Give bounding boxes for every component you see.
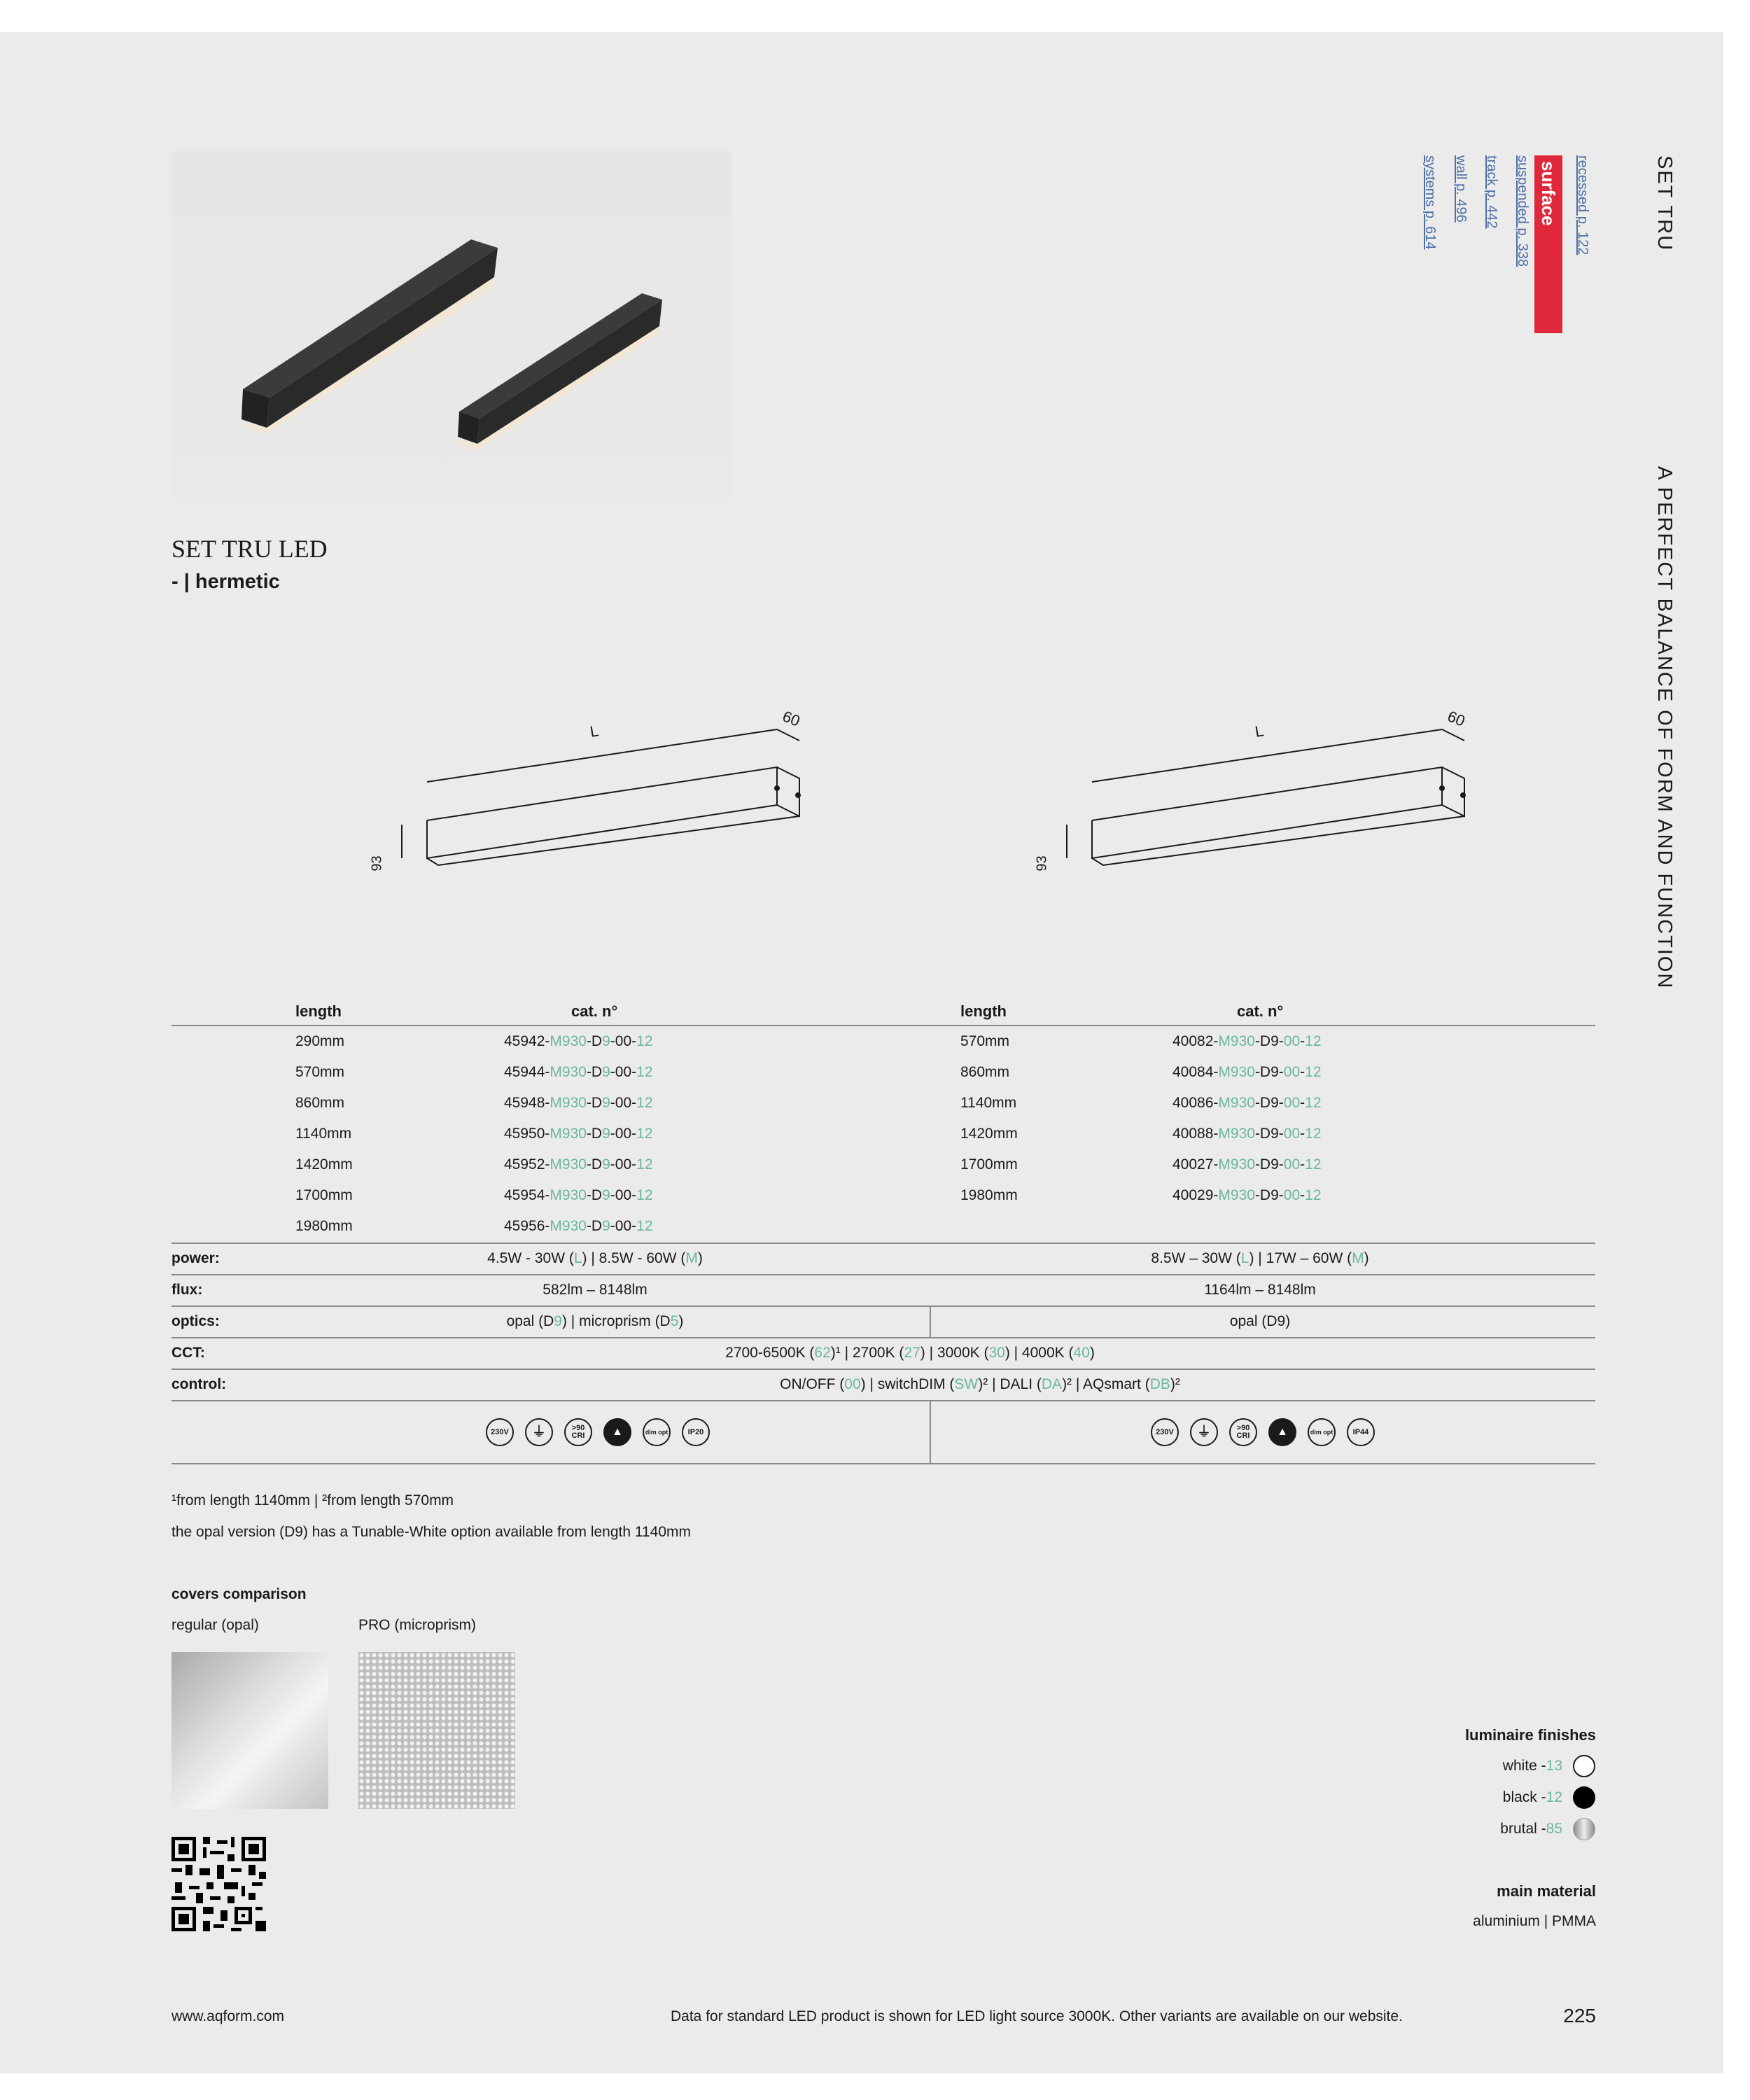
cell-length: 570mm [295,1064,345,1080]
material-value: aluminium | PMMA [1473,1913,1596,1929]
cell-length: 1700mm [960,1156,1018,1172]
cell-cat: 45956-M930-D9-00-12 [504,1218,653,1234]
product-name: SET TRU LED [172,535,328,563]
cell-cat: 40084-M930-D9-00-12 [1172,1064,1322,1080]
flux-label: flux: [172,1282,203,1298]
footer-note: Data for standard LED product is shown for LED light source 3000K. Other variants are available on our website. [671,2008,1403,2024]
cell-cat: 45954-M930-D9-00-12 [504,1187,653,1203]
cell-cat: 40027-M930-D9-00-12 [1172,1156,1322,1172]
drawing-right [1022,690,1477,914]
nav-track-link[interactable]: track p. 442 [1484,155,1499,229]
divider-optics [930,1306,931,1337]
cell-length: 1140mm [295,1126,352,1142]
cell-cat: 45948-M930-D9-00-12 [504,1095,653,1111]
cell-length: 1420mm [295,1156,353,1172]
power-right: 8.5W – 30W (L) | 17W – 60W (M) [1151,1250,1369,1266]
optics-label: optics: [172,1313,220,1329]
product-family-title: SET TRU [1653,155,1676,252]
left-cat-header: cat. n° [571,1002,618,1020]
flux-right: 1164lm – 8148lm [1204,1282,1316,1298]
surface-mount-icon: ▲ [1268,1418,1296,1446]
voltage-icon: 230V [1151,1418,1179,1446]
cri-icon: >90 CRI [1229,1418,1257,1446]
optics-left: opal (D9) | microprism (D5) [506,1313,684,1329]
dim-width-left: 60 [780,707,803,730]
cell-cat: 45942-M930-D9-00-12 [504,1033,653,1049]
rule-cct-top [172,1337,1595,1338]
cell-length: 860mm [295,1095,345,1111]
rule-control-top [172,1368,1595,1370]
finish-white-label: white -13 [1502,1758,1562,1774]
cover-regular-label: regular (opal) [172,1617,259,1633]
rule-icons-bottom [172,1463,1595,1464]
flux-left: 582lm – 8148lm [542,1282,648,1298]
cell-length: 1980mm [295,1218,353,1234]
cell-length: 1420mm [960,1126,1018,1142]
nav-wall-link[interactable]: wall p. 496 [1453,155,1469,223]
rule-icons-top [172,1400,1595,1401]
cell-length: 1700mm [295,1187,353,1203]
right-length-header: length [960,1002,1007,1020]
cell-cat: 45950-M930-D9-00-12 [504,1126,653,1142]
left-length-header: length [295,1002,342,1020]
right-cat-header: cat. n° [1237,1002,1284,1020]
ground-icon: ⏚ [525,1418,553,1446]
surface-mount-icon: ▲ [603,1418,631,1446]
cell-cat: 40086-M930-D9-00-12 [1172,1095,1322,1111]
power-label: power: [172,1250,220,1266]
dimming-icon: dim opt [1308,1418,1336,1446]
rule-optics-top [172,1306,1595,1307]
nav-surface-active[interactable]: surface [1534,155,1562,333]
table-header-rule [172,1025,1595,1026]
material-title: main material [1497,1882,1596,1900]
voltage-icon: 230V [486,1418,514,1446]
tagline: A PERFECT BALANCE OF FORM AND FUNCTION [1653,466,1676,990]
black-swatch [1573,1786,1595,1809]
finishes-title: luminaire finishes [1464,1726,1596,1744]
drawing-left [357,690,812,914]
power-left: 4.5W - 30W (L) | 8.5W - 60W (M) [487,1250,703,1266]
finish-brutal-label: brutal -85 [1500,1821,1562,1837]
cct-values: 2700-6500K (62)¹ | 2700K (27) | 3000K (30) | 4000K (40) [725,1345,1095,1361]
product-photo [172,151,732,498]
cell-cat: 40088-M930-D9-00-12 [1172,1126,1322,1142]
dim-height-right: 93 [1034,855,1050,872]
cri-icon: >90 CRI [564,1418,592,1446]
dim-width-right: 60 [1445,707,1468,730]
catalog-page [0,32,1723,2073]
ground-icon: ⏚ [1190,1418,1218,1446]
cell-cat: 40082-M930-D9-00-12 [1172,1033,1322,1049]
qr-code[interactable] [172,1837,266,1931]
cell-cat: 45952-M930-D9-00-12 [504,1156,653,1172]
rule-power-top [172,1242,1595,1244]
optics-right: opal (D9) [1229,1313,1291,1329]
control-values: ON/OFF (00) | switchDIM (SW)² | DALI (DA)² | AQsmart (DB)² [780,1376,1180,1392]
dimming-icon: dim opt [643,1418,671,1446]
dim-length-left: L [589,722,601,741]
cell-length: 290mm [295,1033,345,1049]
cover-opal-sample [172,1652,328,1809]
page-number: 225 [1563,2005,1596,2026]
divider-icons [930,1400,931,1463]
nav-suspended-link[interactable]: suspended p. 338 [1515,155,1530,267]
tunable-note: the opal version (D9) has a Tunable-White option available from length 1140mm [172,1524,692,1540]
cover-microprism-sample [358,1652,515,1809]
covers-title: covers comparison [172,1586,307,1602]
cell-length: 860mm [960,1064,1010,1080]
ip-rating-icon: IP20 [682,1418,710,1446]
finish-black-label: black -12 [1502,1789,1562,1805]
nav-recessed-link[interactable]: recessed p. 122 [1575,155,1590,255]
cell-cat: 45944-M930-D9-00-12 [504,1064,653,1080]
dim-height-left: 93 [369,855,385,872]
website-link[interactable]: www.aqform.com [172,2008,285,2024]
rule-flux-top [172,1274,1595,1275]
white-swatch [1573,1755,1595,1777]
ip-rating-icon: IP44 [1347,1418,1375,1446]
product-variant: - | hermetic [172,570,280,593]
nav-systems-link[interactable]: systems p. 614 [1422,155,1438,250]
dim-length-right: L [1254,722,1266,741]
cell-length: 1140mm [960,1095,1017,1111]
cct-label: CCT: [172,1345,205,1361]
cell-cat: 40029-M930-D9-00-12 [1172,1187,1322,1203]
cell-length: 1980mm [960,1187,1018,1203]
footnote: ¹from length 1140mm | ²from length 570mm [172,1492,454,1508]
cell-length: 570mm [960,1033,1010,1049]
cover-pro-label: PRO (microprism) [358,1617,476,1633]
control-label: control: [172,1376,227,1392]
brutal-swatch [1573,1818,1595,1840]
